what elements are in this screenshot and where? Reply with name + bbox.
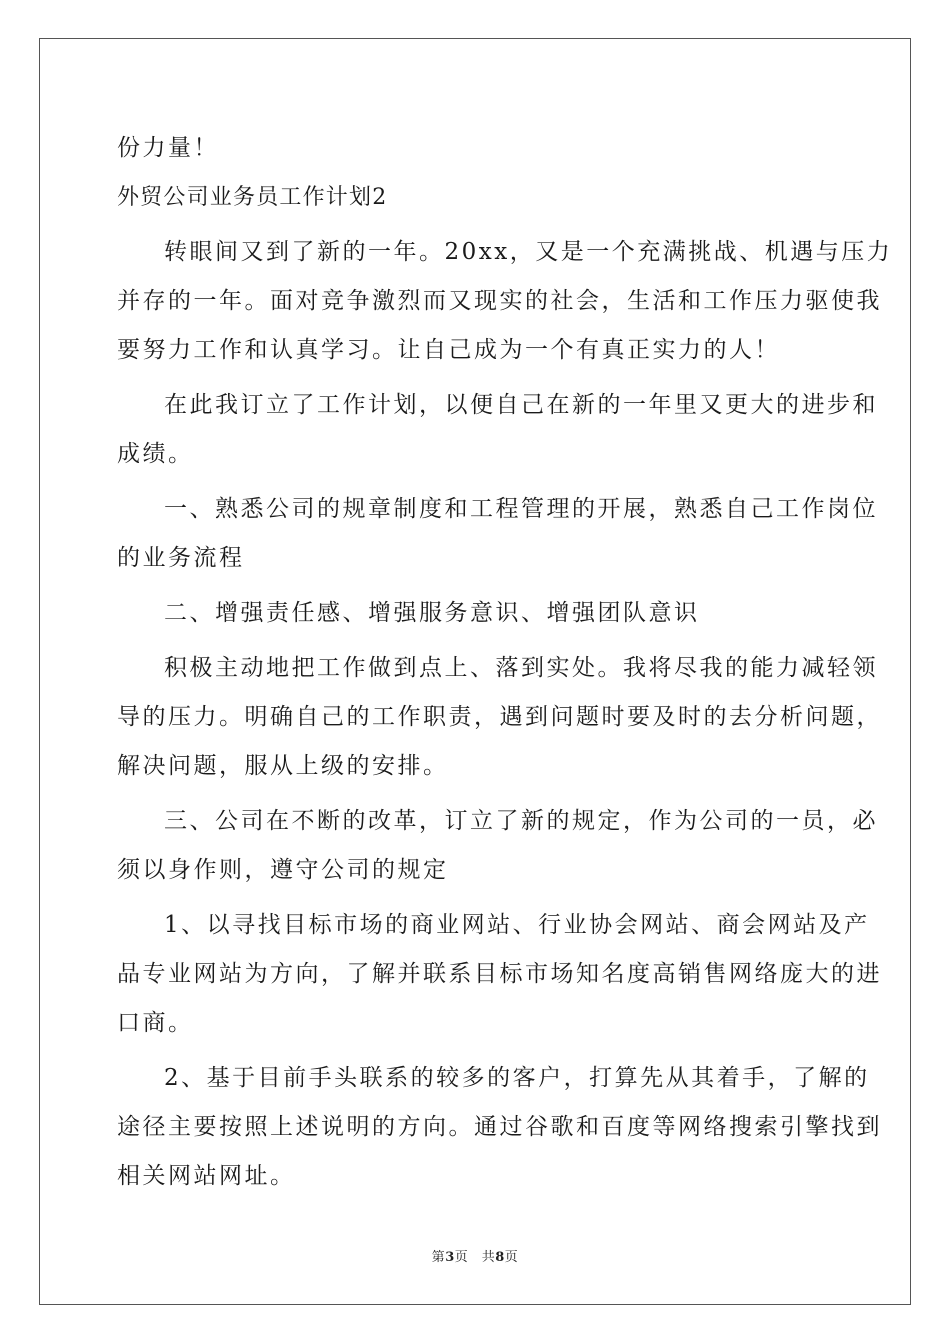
text-line: 的业务流程 <box>117 545 245 571</box>
footer-total-pages: 8 <box>495 1250 505 1265</box>
text-line: 积极主动地把工作做到点上、落到实处。我将尽我的能力减轻领 <box>164 655 878 681</box>
text-line: 口商。 <box>117 1010 194 1036</box>
text-line: 须以身作则，遵守公司的规定 <box>117 857 449 883</box>
text-line: 在此我订立了工作计划，以便自己在新的一年里又更大的进步和 <box>164 392 878 418</box>
page-footer <box>0 1246 950 1265</box>
document-body <box>117 124 893 1207</box>
text-line: 1、以寻找目标市场的商业网站、行业协会网站、商会网站及产 <box>164 912 870 938</box>
text-line: 品专业网站为方向，了解并联系目标市场知名度高销售网络庞大的进 <box>117 961 882 987</box>
text-line: 导的压力。明确自己的工作职责，遇到问题时要及时的去分析问题， <box>117 704 882 730</box>
section-heading: 外贸公司业务员工作计划2 <box>117 185 388 210</box>
text-line: 途径主要按照上述说明的方向。通过谷歌和百度等网络搜索引擎找到 <box>117 1114 882 1140</box>
text-line: 解决问题，服从上级的安排。 <box>117 753 449 779</box>
text-line: 并存的一年。面对竞争激烈而又现实的社会，生活和工作压力驱使我 <box>117 288 882 314</box>
text-line: 二、增强责任感、增强服务意识、增强团队意识 <box>164 600 700 626</box>
text-line: 相关网站网址。 <box>117 1163 296 1189</box>
footer-current-page: 3 <box>445 1250 455 1265</box>
footer-prefix: 第 <box>431 1250 446 1265</box>
text-line: 份力量！ <box>117 135 219 161</box>
footer-suffix: 页 <box>504 1250 519 1265</box>
text-line: 转眼间又到了新的一年。20xx，又是一个充满挑战、机遇与压力 <box>164 239 893 265</box>
text-line: 要努力工作和认真学习。让自己成为一个有真正实力的人！ <box>117 337 780 363</box>
text-line: 一、熟悉公司的规章制度和工程管理的开展，熟悉自己工作岗位 <box>164 496 878 522</box>
text-line: 成绩。 <box>117 441 194 467</box>
text-line: 2、基于目前手头联系的较多的客户，打算先从其着手，了解的 <box>164 1065 870 1091</box>
footer-mid: 页 共 <box>454 1250 496 1265</box>
text-line: 三、公司在不断的改革，订立了新的规定，作为公司的一员，必 <box>164 808 878 834</box>
